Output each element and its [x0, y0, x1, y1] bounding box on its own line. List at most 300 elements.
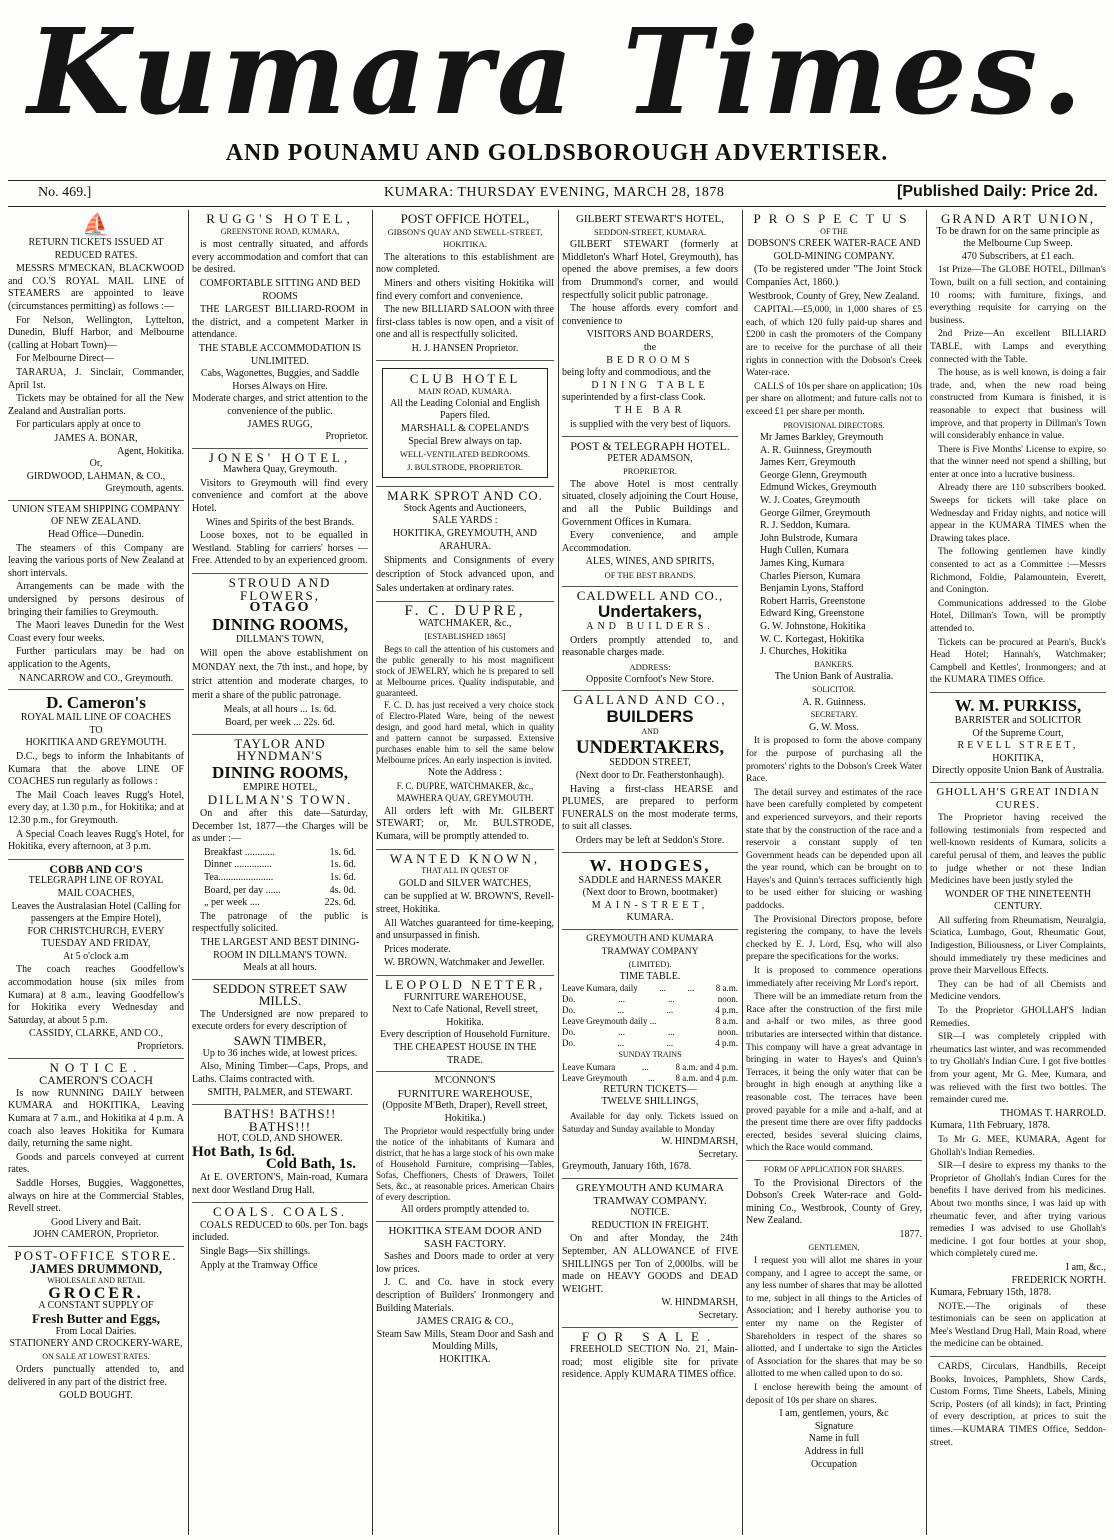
ad-line: Directly opposite Union Bank of Australia. [931, 765, 1105, 777]
newspaper-title: Kumara Times. [27, 2, 1087, 141]
director-name: A. R. Guinness, Greymouth [760, 444, 872, 456]
ad-line: The Proprietor would respectfully bring under the notice of the inhabitants of Kumara and district, that he has a large stock of his own make of Household Furniture, comprising—Tables, Sofas, Cheffioners, Chests of Drawers, Toilet Sets, &c., at reasonable prices. American Chairs of every description. [376, 1126, 554, 1203]
ad-leopold-netter [376, 976, 554, 1072]
issue-number: No. 469.] [38, 185, 92, 200]
column-4 [562, 210, 738, 1535]
ad-line: There is Five Months' License to expire, so that the winner need not spend a shilling, but enter at once into a lucrative business. [930, 444, 1106, 480]
ad-line: MAIN ROAD, KUMARA. [418, 386, 512, 397]
ad-heading: GREYMOUTH AND KUMARA TRAMWAY COMPANY [586, 933, 714, 957]
ad-heading: HOKITIKA STEAM DOOR AND SASH FACTORY. [388, 1225, 542, 1250]
ad-line: REDUCTION IN FREIGHT. [591, 1219, 709, 1231]
ad-line: G. W. Moss. [809, 721, 859, 733]
timetable-row-cell: Do. [562, 1005, 576, 1016]
ad-line: I am, &c., [1065, 1261, 1106, 1273]
column-divider [742, 210, 743, 1535]
ad-line: The Maori leaves Dunedin for the West Coast every four weeks. [8, 620, 184, 644]
ad-line: DINING ROOMS, [211, 614, 348, 634]
ad-drummond [8, 1247, 184, 1407]
ad-taylor-hyndman [192, 735, 368, 980]
director-name: J. Churches, Hokitika [760, 646, 847, 658]
ad-line: To be drawn for on the same principle as the Melbourne Cup Sweep. [936, 225, 1100, 250]
ad-line: WATCHMAKER, &c., [418, 617, 512, 629]
ad-post-office-hotel [376, 210, 554, 361]
ad-line: NOTICE. [630, 1207, 670, 1219]
tariff-row-cell: 1s. 6d. [329, 846, 356, 858]
ad-line: EMPIRE HOTEL, [242, 781, 318, 793]
ad-line: At 5 o'clock a.m [63, 950, 129, 962]
ad-line: THE STABLE ACCOMMODATION IS UNLIMITED. [198, 342, 362, 367]
director-name: Charles Pierson, Kumara [760, 570, 861, 582]
timetable-row-cell: ... [618, 994, 625, 1005]
ad-line: can be supplied at W. BROWN'S, Revell-street, Hokitika. [376, 891, 554, 915]
ad-line: CARDS, Circulars, Handbills, Receipt Books, Invoices, Pamphlets, Show Cards, Custom Forms, Time Sheets, Labels, Mining Scrip, Posters (of all kinds); in fact, Printing of every description, at prices to suit the times.—KUMARA TIMES Office, Seddon-street. [930, 1362, 1106, 1448]
ad-line: The new BILLIARD SALOON with three first-class tables is now open, and a visit of one and all is respectfully solicited. [376, 304, 554, 341]
ad-line: ROYAL MAIL LINE OF COACHES [20, 712, 172, 724]
ad-line: PROVISIONAL DIRECTORS. [783, 420, 885, 430]
timetable-row-cell: Leave Kumara, daily [562, 983, 638, 994]
tariff-row-cell: 4s. 0d. [329, 884, 356, 896]
ad-printing [930, 1357, 1106, 1454]
issue-price: [Published Daily: Price 2d. [897, 183, 1098, 200]
ad-line: Good Livery and Bait. [51, 1216, 141, 1228]
ad-line: (LIMITED). [628, 959, 672, 970]
ad-line: Already there are 110 subscribers booked. Sweeps for tickets will take place on Wednesday and Friday nights, and notice will appear in the KUMARA TIMES when the Drawing takes place. [930, 483, 1106, 544]
tariff-row [204, 847, 356, 860]
ad-line: A Special Coach leaves Rugg's Hotel, for Hokitika, every afternoon, at 3 p.m. [8, 828, 184, 853]
ad-line: SALE YARDS : [432, 515, 498, 527]
ad-line: From Local Dairies. [55, 1325, 137, 1337]
ad-line: Sashes and Doors made to order at very low prices. [376, 1251, 554, 1275]
sunday-row [562, 1062, 738, 1073]
ad-hodges [562, 853, 738, 930]
ad-line: Meals at all hours. [243, 962, 317, 974]
ad-line: To Mr G. MEE, KUMARA, Agent for Ghollah's Indian Remedies. [930, 1134, 1106, 1158]
ad-line: A. R. Guinness. [802, 696, 866, 708]
ad-mconnon [376, 1072, 554, 1222]
ad-line: ALES, WINES, AND SPIRITS, [585, 556, 715, 568]
ad-line: MARSHALL & COPELAND'S Special Brew always on tap. [400, 422, 530, 447]
ad-line: UNDERTAKERS, [575, 737, 725, 759]
ad-line: Opposite Cornfoot's New Store. [586, 673, 714, 685]
ad-line: COALS REDUCED to 60s. per Ton. bags included. [192, 1219, 368, 1244]
ad-line: Communications addressed to the Globe Hotel, Dillman's Town, will be promptly attended to. [930, 598, 1106, 634]
ad-heading: POST & TELEGRAPH HOTEL. [570, 439, 730, 454]
column-2 [192, 210, 368, 1535]
ad-heading: RUGG'S HOTEL, [206, 211, 354, 226]
tariff-row-cell: Dinner ............... [204, 859, 272, 871]
ad-line: On and after Monday, the 24th September, AN ALLOWANCE of FIVE SHILLINGS per Ton of 2,000lbs. will be made on HEAVY GOODS and DEAD WEIGHT. [562, 1233, 738, 1295]
ad-line: The Provisional Directors propose, before registering the company, to have the levels checked by E. J. Lord, Esq, who will also prepare the specifications for the works. [746, 914, 922, 963]
timetable-row-cell: Do. [562, 994, 576, 1005]
ad-line: The detail survey and estimates of the race have been carefully completed by competent and experienced surveyors, and their reports state that by the construction of the race and a reservoir a constant supply of ten Government heads can be depended upon all the year round, which can be brought on to Hayes's and Quinn's terraces sufficiently high to be used either for sluicing or washing paddocks. [746, 787, 922, 912]
ad-heading: GREYMOUTH AND KUMARA TRAMWAY COMPANY. [576, 1182, 724, 1207]
ad-line: GROCER. [48, 1284, 144, 1302]
ad-dupre [376, 602, 554, 849]
ad-line: W. BROWN, Watchmaker and Jeweller. [384, 957, 545, 969]
column-divider [188, 210, 189, 1535]
ad-line: RETURN TICKETS ISSUED AT REDUCED RATES. [28, 237, 164, 261]
timetable-row-cell: noon. [717, 994, 738, 1005]
ad-line: Mawhera Quay, Greymouth. [222, 464, 338, 476]
top-rule [8, 180, 1106, 181]
ad-heading: GALLAND AND CO., [573, 692, 727, 708]
director-name: Benjamin Lyons, Stafford [760, 583, 864, 595]
ad-line: Occupation [810, 1458, 858, 1470]
director-name: James King, Kumara [760, 558, 845, 570]
ad-heading: WANTED KNOWN, [389, 850, 541, 866]
ad-line: Further particulars may be had on application to the Agents, [8, 646, 184, 670]
ad-line: SOLICITOR. [812, 684, 856, 694]
ad-heading: W. HODGES, [589, 855, 711, 875]
ad-line: Prices moderate. [384, 943, 451, 955]
ad-line: FOR CHRISTCHURCH, EVERY TUESDAY AND FRIDAY, [27, 925, 165, 950]
ad-union-steam [8, 501, 184, 690]
issue-date: KUMARA: THURSDAY EVENING, MARCH 28, 1878 [384, 185, 725, 200]
ad-heading: UNION STEAM SHIPPING COMPANY OF NEW ZEALAND. [12, 503, 180, 528]
ad-heading: NOTICE. [49, 1059, 143, 1075]
ad-line: SMITH, PALMER, and STEWART. [207, 1087, 353, 1099]
ad-line: TARARUA, J. Sinclair, Commander, April 1st. [8, 366, 184, 391]
timetable-row-cell: ... [668, 1027, 675, 1038]
dateline [8, 182, 1106, 206]
ad-line: OF THE [820, 226, 848, 236]
ad-line: Stock Agents and Auctioneers, [403, 502, 527, 514]
ad-line: HOKITIKA, [992, 752, 1044, 764]
timetable-row-cell: ... [617, 1038, 625, 1049]
tariff-row-cell: 1s. 6d. [329, 871, 356, 883]
ad-line: Of the Supreme Court, [972, 727, 1064, 739]
ad-line: Board, per week ... 22s. 6d. [225, 717, 335, 728]
ad-line: W. HINDMARSH, [661, 1136, 738, 1148]
ad-line: Also, Mining Timber—Caps, Props, and Laths. Claims contracted with. [192, 1061, 368, 1085]
ad-line: JAMES RUGG, [247, 418, 313, 430]
ad-line: DILLMAN'S TOWN, [235, 633, 325, 645]
ad-line: GIRDWOOD, LAHMAN, & CO., [26, 470, 166, 482]
ad-line: Orders promptly attended to, and reasonable charges made. [562, 634, 738, 659]
ad-line: NOTE.—The originals of these testimonials can be seen on application at Mee's Westland Drug Hall, Main Road, where the medicine can be obtained. [930, 1301, 1106, 1350]
ad-line: Greymouth, January 16th, 1678. [562, 1161, 692, 1173]
ad-line: Cabs, Wagonettes, Buggies, and Saddle Horses Always on Hire. [200, 368, 360, 392]
ad-line: Wines and Spirits of the best Brands. [205, 516, 355, 528]
ad-line: For particulars apply at once to [16, 419, 141, 431]
ad-line: H. J. HANSEN Proprietor. [411, 342, 519, 354]
sunday-row-cell: Leave Greymouth [562, 1072, 628, 1083]
ad-line: All suffering from Rheumatism, Neuralgia, Sciatica, Lumbago, Gout, Rheumatic Gout, Indigestion, Biliousness, or Liver Complaints, should immediately try these medicines and prove their Marvellous Effects. [930, 915, 1106, 977]
ad-wanted-known [376, 850, 554, 976]
director-name: W. C. Kortegast, Hokitika [760, 633, 865, 645]
timetable-row-cell: 4 p.m. [715, 1005, 738, 1016]
tariff-row [204, 859, 356, 872]
ad-line: I enclose herewith being the amount of deposit of 10s per share on shares. [746, 1383, 922, 1406]
ad-line: Signature [814, 1420, 854, 1432]
ad-line: 1877. [899, 1228, 922, 1240]
ad-line: W. HINDMARSH, [661, 1297, 738, 1309]
ad-line: WELL-VENTILATED BEDROOMS. [399, 449, 531, 460]
timetable-row [562, 1016, 738, 1027]
tariff-row-cell: „ per week .... [204, 897, 260, 909]
ad-line: the [643, 341, 657, 353]
timetable-row-cell: ... [617, 1005, 625, 1016]
ad-line: SADDLE and HARNESS MAKER [578, 874, 722, 886]
timetable-row-cell: ... [659, 983, 666, 994]
ad-line: THE CHEAPEST HOUSE IN THE TRADE. [393, 1041, 537, 1066]
timetable-row-cell: Leave Greymouth daily ... [562, 1016, 657, 1027]
director-name: Robert Harris, Greenstone [760, 595, 866, 607]
dateline-rule [8, 206, 1106, 207]
ad-line: The Union Bank of Australia. [774, 671, 894, 683]
ad-line: At E. OVERTON'S, Main-road, Kumara next door Westland Drug Hall. [192, 1172, 368, 1196]
ad-line: Miners and others visiting Hokitika will find every comfort and convenience. [376, 277, 554, 302]
ad-heading: CLUB HOTEL [409, 370, 521, 386]
ad-line: The Proprietor having received the following testimonials from respected and well-known residents of Kumara, solicits a careful perusal of them, and leaves the public to judge whether or not these Indian Medicines have been justly styled the [930, 813, 1106, 887]
ad-line: On and after this date—Saturday, December 1st, 1877—the Charges will be as under :— [192, 807, 368, 845]
ad-line: BANKERS. [814, 659, 854, 669]
ad-line: superintended by a first-class Cook. [562, 392, 706, 404]
time-table [562, 983, 738, 1049]
ad-line: GENTLEMEN, [808, 1242, 860, 1252]
masthead [0, 0, 1114, 180]
sunday-table [562, 1062, 738, 1084]
ad-line: JAMES A. BONAR, [54, 432, 138, 444]
timetable-row-cell: Do. [562, 1027, 576, 1038]
director-name: Hugh Cullen, Kumara [760, 545, 849, 557]
ad-line: Arrangements can be made with the undersigned by persons desirous of bringing their families to Greymouth. [8, 581, 184, 618]
ad-heading: JONES' HOTEL, [208, 449, 352, 465]
tariff-row [204, 885, 356, 898]
ad-line: AND [641, 726, 659, 736]
ad-line: CALLS of 10s per share on application; 10s per share on allotment; and future calls not to exceed £1 per share per month. [746, 381, 922, 417]
ad-post-telegraph-hotel [562, 437, 738, 587]
ad-line: PETER ADAMSON, [607, 452, 693, 464]
director-name: G. W. Johnstone, Hokitika [760, 621, 866, 632]
column-3 [376, 210, 554, 1535]
ad-line: SECRETARY. [810, 710, 858, 720]
ad-tramway [562, 930, 738, 1179]
director-name: Edmund Wickes, Greymouth [760, 482, 877, 494]
ad-line: Saddle Horses, Buggies, Waggonettes, always on hire at the Commercial Stables, Revell street. [8, 1177, 184, 1215]
director-name: R. J. Seddon, Kumara. [760, 520, 851, 532]
ad-heading: POST OFFICE HOTEL, [400, 211, 530, 226]
director-name: Edward King, Greenstone [760, 608, 865, 620]
ad-line: Note the Address : [427, 767, 503, 779]
ad-heading: COALS. COALS. [213, 1204, 347, 1220]
ad-line: NANCARROW and CO., Greymouth. [18, 672, 174, 684]
director-name: George Glenn, Greymouth [760, 469, 867, 481]
ad-line: TO [89, 724, 103, 736]
ad-heading: BATHS! BATHS!! BATHS!!! [223, 1106, 337, 1134]
ad-heading: GRAND ART UNION, [940, 211, 1096, 226]
ad-cameron-coach [8, 1059, 184, 1247]
ad-purkiss [930, 693, 1106, 783]
ad-line: (Next door to Dr. Featherstonhaugh). [575, 769, 725, 781]
ad-heading: F. C. DUPRE, [404, 603, 526, 620]
ad-line: There will be an immediate return from the Race after the construction of the first mile and a-half or two miles, as three good tributaries are intersected within that distance. This company will have a great advantage in bringing in water to Hayes's and Quinn's Terraces, it being the only water that can be brought in high enough at anything like a reasonable cost. The terraces have been proved payable for a mile and a-half, and at the present time there are over fifty paddocks erected, besides several sluicing claims, which the Race would command. [746, 992, 922, 1154]
column-6 [930, 210, 1106, 1535]
ad-line: Orders may be left at Seddon's Store. [575, 834, 725, 846]
ad-line: SIR—I was completely crippled with rheumatics last winter, and was recommended to try Ghollah's Indian Cure. I got five bottles from your agent, Mr G. Mee, Kumara, and was relieved with the first two bottles. The remainder cured me. [930, 1032, 1106, 1106]
ad-line: F. C. DUPRE, WATCHMAKER, &c., MAWHERA QUAY, GREYMOUTH. [396, 780, 534, 804]
ad-line: Undertakers, [598, 602, 702, 622]
ad-for-sale [562, 1328, 738, 1387]
ad-line: Moderate charges, and strict attention to the convenience of the public. [192, 393, 368, 417]
ad-line: being lofty and commodious, and the [562, 367, 711, 379]
timetable-row-cell: 8 a.m. [715, 983, 738, 994]
director-name: W. J. Coates, Greymouth [760, 495, 861, 507]
ad-line: WHOLESALE AND RETAIL [47, 1276, 145, 1286]
ad-line: [ESTABLISHED 1865] [424, 631, 506, 642]
ad-cameron-coaches [8, 690, 184, 860]
ad-line: Every description of Household Furniture. [380, 1029, 550, 1041]
timetable-row [562, 1038, 738, 1049]
ad-line: DINING TABLE [591, 379, 709, 391]
ad-line: ADDRESS: [629, 662, 671, 672]
ad-line: J. BULSTRODE, PROPRIETOR. [407, 461, 523, 472]
ad-line: THOMAS T. HARROLD. [1000, 1107, 1106, 1119]
club-hotel-box [382, 368, 548, 479]
ad-line: OTAGO [249, 600, 311, 616]
ad-line: Leaves the Australasian Hotel (Calling for passengers at the Empire Hotel), [11, 900, 181, 925]
timetable-row-cell: 4 p.m. [715, 1038, 738, 1049]
ad-line: MESSRS M'MECKAN, BLACKWOOD and CO.'S ROYAL MAIL LINE of STEAMERS are appointed to leave (circumstances permitting) as follows :— [8, 263, 184, 312]
ad-line: It is proposed to commence operations immediately after receiving Mr Lord's report. [746, 966, 922, 989]
ad-line: Having a first-class HEARSE and PLUMES, are prepared to perform FUNERALS on the most moderate terms, to suit all classes. [562, 783, 738, 833]
ad-line: MAIN-STREET, [591, 899, 709, 911]
timetable-row-cell: ... [687, 983, 695, 994]
ad-line: Meals, at all hours ... 1s. 6d. [223, 704, 337, 716]
ad-line: Address in full [804, 1446, 864, 1457]
ad-line: CASSIDY, CLARKE, AND CO., [28, 1028, 163, 1040]
ad-line: Orders punctually attended to, and delivered in any part of the district free. [8, 1364, 184, 1388]
ad-line: Will open the above establishment on MONDAY next, the 7th inst., and hope, by strict attention and moderate charges, to merit a share of the public patronage. [192, 648, 368, 702]
ad-line: PROPRIETOR. [623, 466, 677, 477]
ad-club-hotel [376, 361, 554, 488]
ad-line: D.C., begs to inform the Inhabitants of Kumara that the above LINE OF COACHES run regularly as follows : [8, 750, 184, 788]
ad-line: Loose boxes, not to be equalled in Westland. Stabling for carriers' horses —Free. Attended to by an experienced groom. [192, 530, 368, 567]
ad-line: ON SALE AT LOWEST RATES. [42, 1351, 150, 1361]
ad-line: Kumara, 11th February, 1878. [930, 1120, 1051, 1132]
sunday-row [562, 1073, 738, 1084]
ad-line: SEDDON-STREET, KUMARA. [594, 226, 706, 237]
ad-line: A CONSTANT SUPPLY OF [38, 1300, 154, 1312]
ad-heading: COBB AND CO'S [49, 861, 143, 876]
ad-line: TWELVE SHILLINGS, [601, 1096, 699, 1108]
ad-line: CAPITAL—£5,000, in 1,000 shares of £5 each, of which 120 fully paid-up shares and £200 in cash the promoters of the Company are to receive for the purchase of all their rights in connection with the Dobson's Creek Water-race. [746, 305, 922, 379]
ad-line: Cold Bath, 1s. [265, 1156, 356, 1173]
ad-line: The patronage of the public is respectfully solicited. [192, 910, 368, 935]
ad-line: DINING ROOMS, [211, 762, 348, 782]
ad-line: WONDER OF THE NINETEENTH CENTURY. [944, 888, 1092, 913]
ad-heading: MARK SPROT AND CO. [387, 488, 543, 504]
ad-line: Next to Cafe National, Revell street, Hokitika. [392, 1004, 538, 1028]
ad-heading: TAYLOR AND HYNDMAN'S [234, 735, 326, 764]
ad-heading: GILBERT STEWART'S HOTEL, [575, 213, 725, 225]
ad-line: Fresh Butter and Eggs, [31, 1310, 161, 1326]
ad-line: THE LARGEST BILLIARD-ROOM in the district, and a competent Marker in attendance. [192, 304, 368, 341]
ad-line: TELEGRAPH LINE OF ROYAL [28, 875, 164, 887]
ad-line: JAMES DRUMMOND, [29, 1260, 163, 1276]
tariff-row-cell: Tea...................... [204, 871, 274, 883]
ad-line: FREEHOLD SECTION No. 21, Main-road; most eligible site for private residence. Apply KUMARA TIMES office. [562, 1344, 738, 1381]
ad-line: Steam Saw Mills, Steam Door and Sash and Moulding Mills, [376, 1328, 554, 1353]
ad-line: HOKITIKA AND GREYMOUTH. [25, 737, 167, 749]
ad-line: The coach reaches Goodfellow's accommodation house (six miles from Kumara) at 8 a.m., leaving Goodfellow's for Hokitika every Wednesday and Saturday, at about 5 p.m. [8, 964, 184, 1026]
ad-line: BUILDERS [606, 706, 694, 726]
ad-line: FURNITURE WAREHOUSE, [403, 991, 527, 1003]
column-1 [8, 210, 184, 1535]
ad-line: Head Office—Dunedin. [48, 529, 144, 541]
ad-line: All the Leading Colonial and English Papers filed. [390, 397, 540, 422]
ad-line: Proprietors. [137, 1041, 184, 1053]
sunday-row-cell: 8 a.m. and 4 p.m. [675, 1061, 738, 1072]
timetable-row-cell: ... [666, 1005, 674, 1016]
ad-line: The house, as is well known, is doing a fair trade, and, when the new road being constructed from Kumara is finished, it is reasonable to expect that business will improve, and that property in Dillman's Town will considerably enhance in value. [930, 368, 1106, 442]
ad-line: Single Bags—Six shillings. [200, 1245, 311, 1257]
ad-line: 1st Prize—The GLOBE HOTEL, Dillman's Town, built on a full section, and containing 10 rooms; with furniture, fixings, and everything requisite for carrying on the business. [930, 265, 1106, 326]
tariff-row-cell: Board, per day ...... [204, 884, 281, 896]
sunday-row-cell: 8 a.m. and 4 p.m. [675, 1072, 738, 1083]
ad-line: HOT, COLD, AND SHOWER. [217, 1133, 343, 1145]
ad-line: JOHN CAMERON, Proprietor. [33, 1229, 159, 1241]
ad-line: VISITORS AND BOARDERS, [586, 329, 714, 341]
ad-line: J. C. and Co. have in stock every description of Builders' Ironmongery and Building Materials. [376, 1277, 554, 1314]
ad-steam-door [376, 1222, 554, 1371]
director-name: George Gilmer, Greymouth [760, 507, 871, 519]
tariff-row-cell: Breakfast ............ [204, 846, 275, 858]
ad-line: All orders left with Mr. GILBERT STEWART; or, Mr. BULSTRODE, Kumara, will be promptly attended to. [376, 805, 554, 842]
ad-line: KUMARA. [626, 912, 674, 924]
ad-mark-sprot [376, 487, 554, 602]
ad-heading: SEDDON STREET SAW MILLS. [212, 980, 348, 1009]
ad-line: RETURN TICKETS— [603, 1083, 697, 1095]
ad-heading: PROSPECTUS [753, 211, 915, 226]
ship-icon: ⛵ [82, 212, 110, 237]
ad-line: Secretary. [698, 1148, 738, 1160]
column-divider [372, 210, 373, 1535]
ad-line: The Mail Coach leaves Rugg's Hotel, every day, at 1.30 p.m., for Hokitika; and at 12.30 p.m., for Greymouth. [8, 789, 184, 826]
ad-line: (To be registered under "The Joint Stock Companies Act, 1860.) [746, 264, 922, 288]
ad-steamers [8, 210, 184, 501]
ad-line: The following gentlemen have kindly consented to act as a Committee :—Messrs Richmond, Foldie, Palamountein, Everett, and Conington. [930, 547, 1106, 596]
tariff-row [204, 872, 356, 885]
ad-line: All Watches guaranteed for time-keeping, and unsurpassed in finish. [376, 917, 554, 942]
timetable-row-cell: noon. [717, 1027, 738, 1038]
ad-line: Tickets can be procured at Pearn's, Buck's Head Hotel; Hannah's, Watchmaker; Campbell and Kettles', Ironmongers; and at the KUMARA TIMES Office. [930, 637, 1106, 686]
ad-line: Up to 36 inches wide, at lowest prices. [202, 1047, 358, 1059]
ad-line: AND BUILDERS. [586, 621, 714, 633]
ad-line: HOKITIKA, GREYMOUTH, AND ARAHURA. [393, 528, 537, 552]
ad-line: SEDDON STREET, [609, 757, 691, 769]
ad-line: GIBSON'S QUAY AND SEWELL-STREET, HOKITIKA. [387, 226, 543, 250]
ad-line: DOBSON'S CREEK WATER-RACE AND GOLD-MINING COMPANY. [747, 238, 921, 262]
ad-prospectus [746, 210, 922, 1161]
ad-line: is supplied with the very best of liquors. [570, 418, 731, 430]
ad-line: I am, gentlemen, yours, &c [779, 1408, 889, 1420]
ad-line: BEDROOMS [606, 354, 694, 366]
ad-line: The steamers of this Company are leaving the various ports of New Zealand at short intervals. [8, 542, 184, 579]
ad-heading: POST-OFFICE STORE. [14, 1247, 178, 1263]
ad-cobb-co [8, 860, 184, 1059]
ad-ruggs-hotel [192, 210, 368, 449]
timetable-row [562, 994, 738, 1005]
ad-line: (Next door to Brown, bootmaker) [582, 887, 718, 899]
ad-line: Every convenience, and ample Accommodation. [562, 530, 738, 554]
directors-list [746, 432, 922, 659]
ad-line: GOLD BOUGHT. [59, 1390, 133, 1402]
ad-coals [192, 1203, 368, 1277]
ad-heading: STROUD AND FLOWERS, [228, 575, 332, 603]
timetable-row-cell: 8 a.m. [715, 1016, 738, 1027]
director-name: John Bulstrode, Kumara [760, 532, 858, 544]
